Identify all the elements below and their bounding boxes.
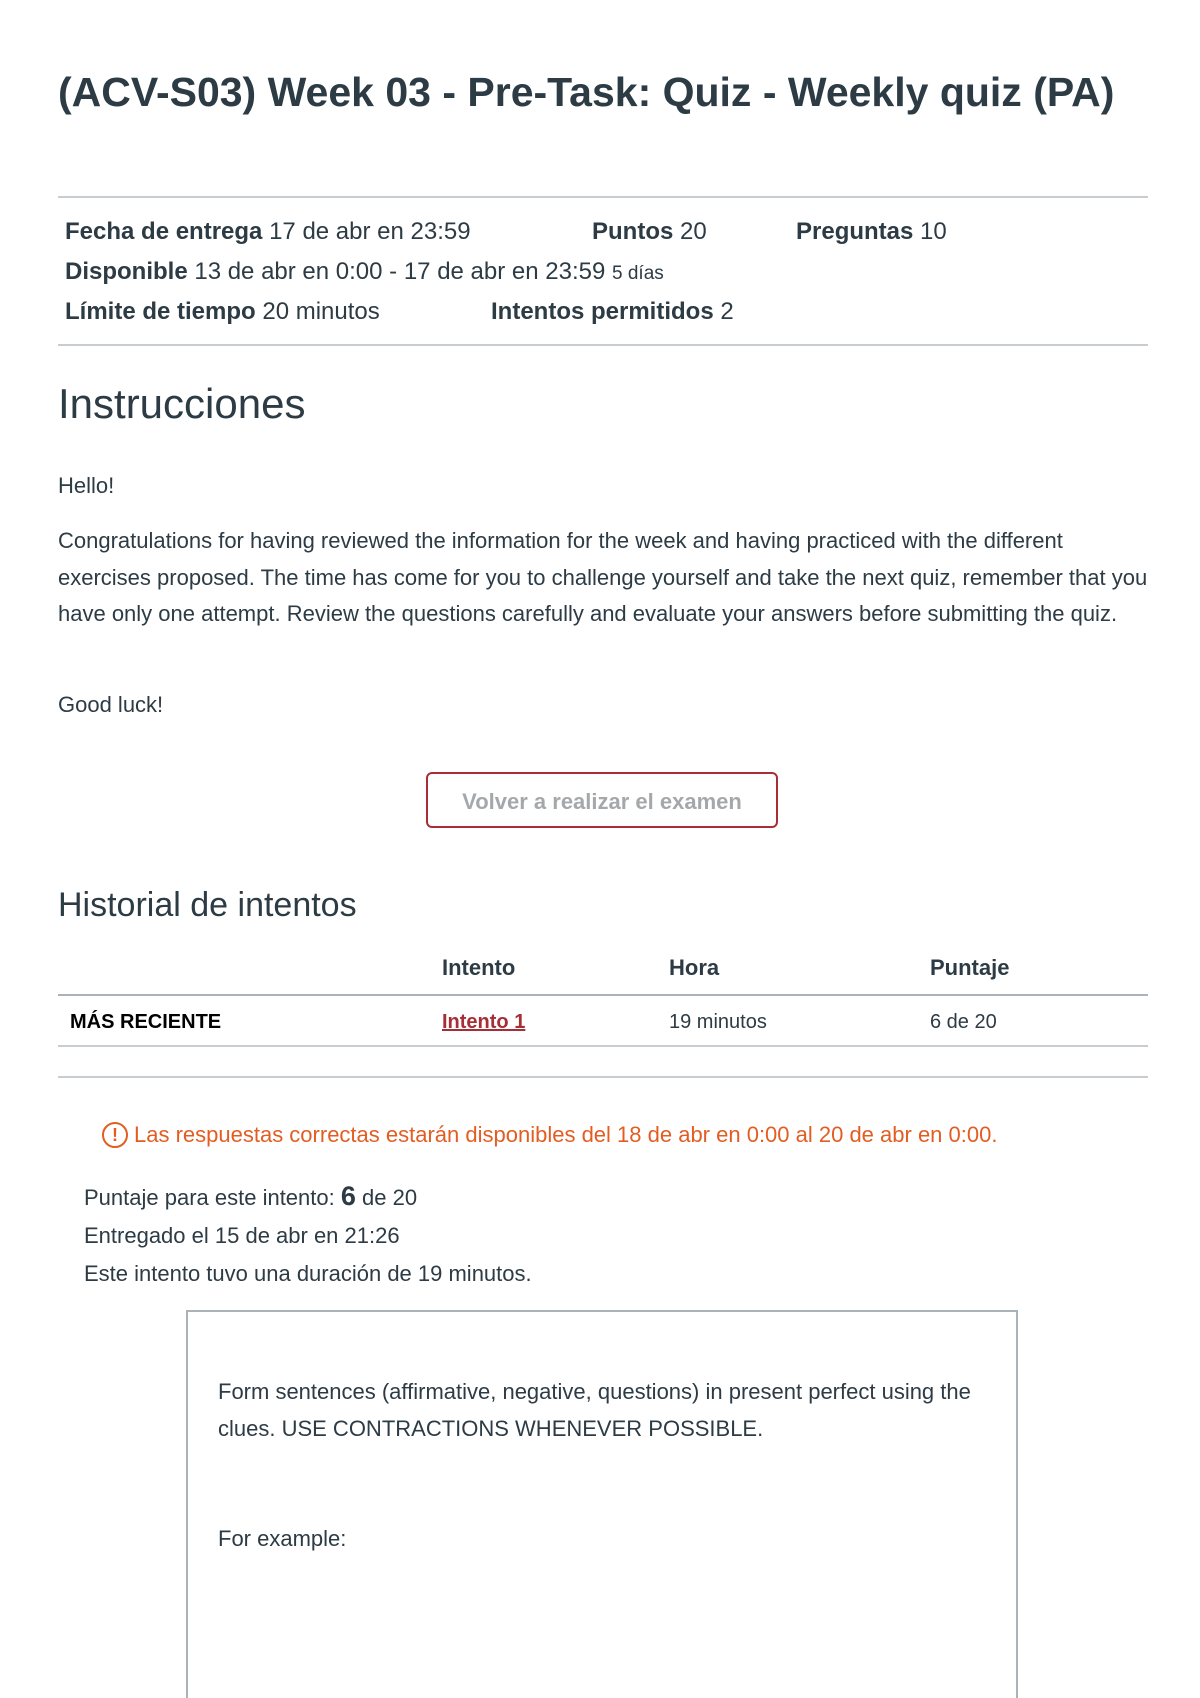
attempts-allowed-value: 2 [720, 298, 734, 325]
column-header-attempt: Intento [442, 955, 516, 980]
answers-availability-notice [102, 1122, 997, 1148]
instructions-body: Congratulations for having reviewed the information for the week and having practiced with the different exercises proposed. The time has come for you to challenge yourself and take the next quiz, remember that you have only one attempt. Review the questions carefully and evaluate your answers before submitting the quiz. [58, 528, 1148, 626]
submitted-line: Entregado el 15 de abr en 21:26 [84, 1223, 400, 1248]
points [592, 212, 707, 252]
duration-line: Este intento tuvo una duración de 19 minutos. [84, 1261, 532, 1286]
attempt-time: 19 minutos [669, 1011, 767, 1033]
details-row-3 [65, 292, 1155, 332]
question-prompt: Form sentences (affirmative, negative, questions) in present perfect using the clues. USE CONTRACTIONS WHENEVER POSSIBLE. [218, 1379, 971, 1441]
time-limit-value: 20 minutos [262, 298, 380, 325]
instructions-closing: Good luck! [58, 692, 164, 717]
due-date-label: Fecha de entrega [65, 218, 263, 245]
instructions-greeting: Hello! [58, 473, 115, 498]
time-limit [65, 292, 380, 332]
attempt-1-link[interactable]: Intento 1 [442, 1011, 526, 1033]
table-header-rule [58, 994, 1148, 996]
history-table-header [58, 955, 1148, 995]
instructions-heading: Instrucciones [58, 380, 306, 427]
attempts-allowed-label: Intentos permitidos [491, 298, 714, 325]
attempt-score-line [84, 1177, 532, 1217]
notice-text: Las respuestas correctas estarán disponibles del 18 de abr en 0:00 al 20 de abr en 0:00. [134, 1122, 998, 1147]
warning-icon: ! [102, 1122, 128, 1148]
score-suffix: de 20 [362, 1185, 418, 1210]
available-label: Disponible [65, 258, 188, 285]
example-label: For example: [218, 1526, 347, 1551]
attempt-cell [442, 1002, 525, 1042]
details-row-2 [65, 252, 1155, 292]
retake-quiz-button[interactable]: Volver a realizar el examen [426, 772, 778, 828]
available [65, 252, 664, 294]
due-date-value: 17 de abr en 23:59 [269, 218, 471, 245]
available-days: 5 días [612, 263, 664, 284]
table-row [58, 1002, 1148, 1042]
score-prefix: Puntaje para este intento: [84, 1185, 335, 1210]
divider [58, 196, 1148, 198]
page-title: (ACV-S03) Week 03 - Pre-Task: Quiz - Weekly quiz (PA) [58, 69, 1115, 115]
points-value: 20 [680, 218, 707, 245]
score-value: 6 [340, 1181, 356, 1211]
points-label: Puntos [592, 218, 674, 245]
table-row-rule [58, 1045, 1148, 1047]
questions-value: 10 [920, 218, 947, 245]
attempts-allowed [491, 292, 734, 332]
due-date [65, 212, 471, 252]
divider [58, 344, 1148, 346]
time-limit-label: Límite de tiempo [65, 298, 256, 325]
questions-label: Preguntas [796, 218, 914, 245]
column-header-score: Puntaje [930, 955, 1010, 980]
questions [796, 212, 947, 252]
attempt-history-heading: Historial de intentos [58, 886, 357, 924]
attempt-score: 6 de 20 [930, 1011, 997, 1033]
attempt-summary [84, 1177, 532, 1293]
column-header-time: Hora [669, 955, 720, 980]
available-value: 13 de abr en 0:00 - 17 de abr en 23:59 [194, 258, 606, 285]
divider [58, 1076, 1148, 1078]
question-box [186, 1310, 1018, 1698]
details-row-1 [65, 212, 1155, 252]
most-recent-label: MÁS RECIENTE [70, 1011, 222, 1033]
